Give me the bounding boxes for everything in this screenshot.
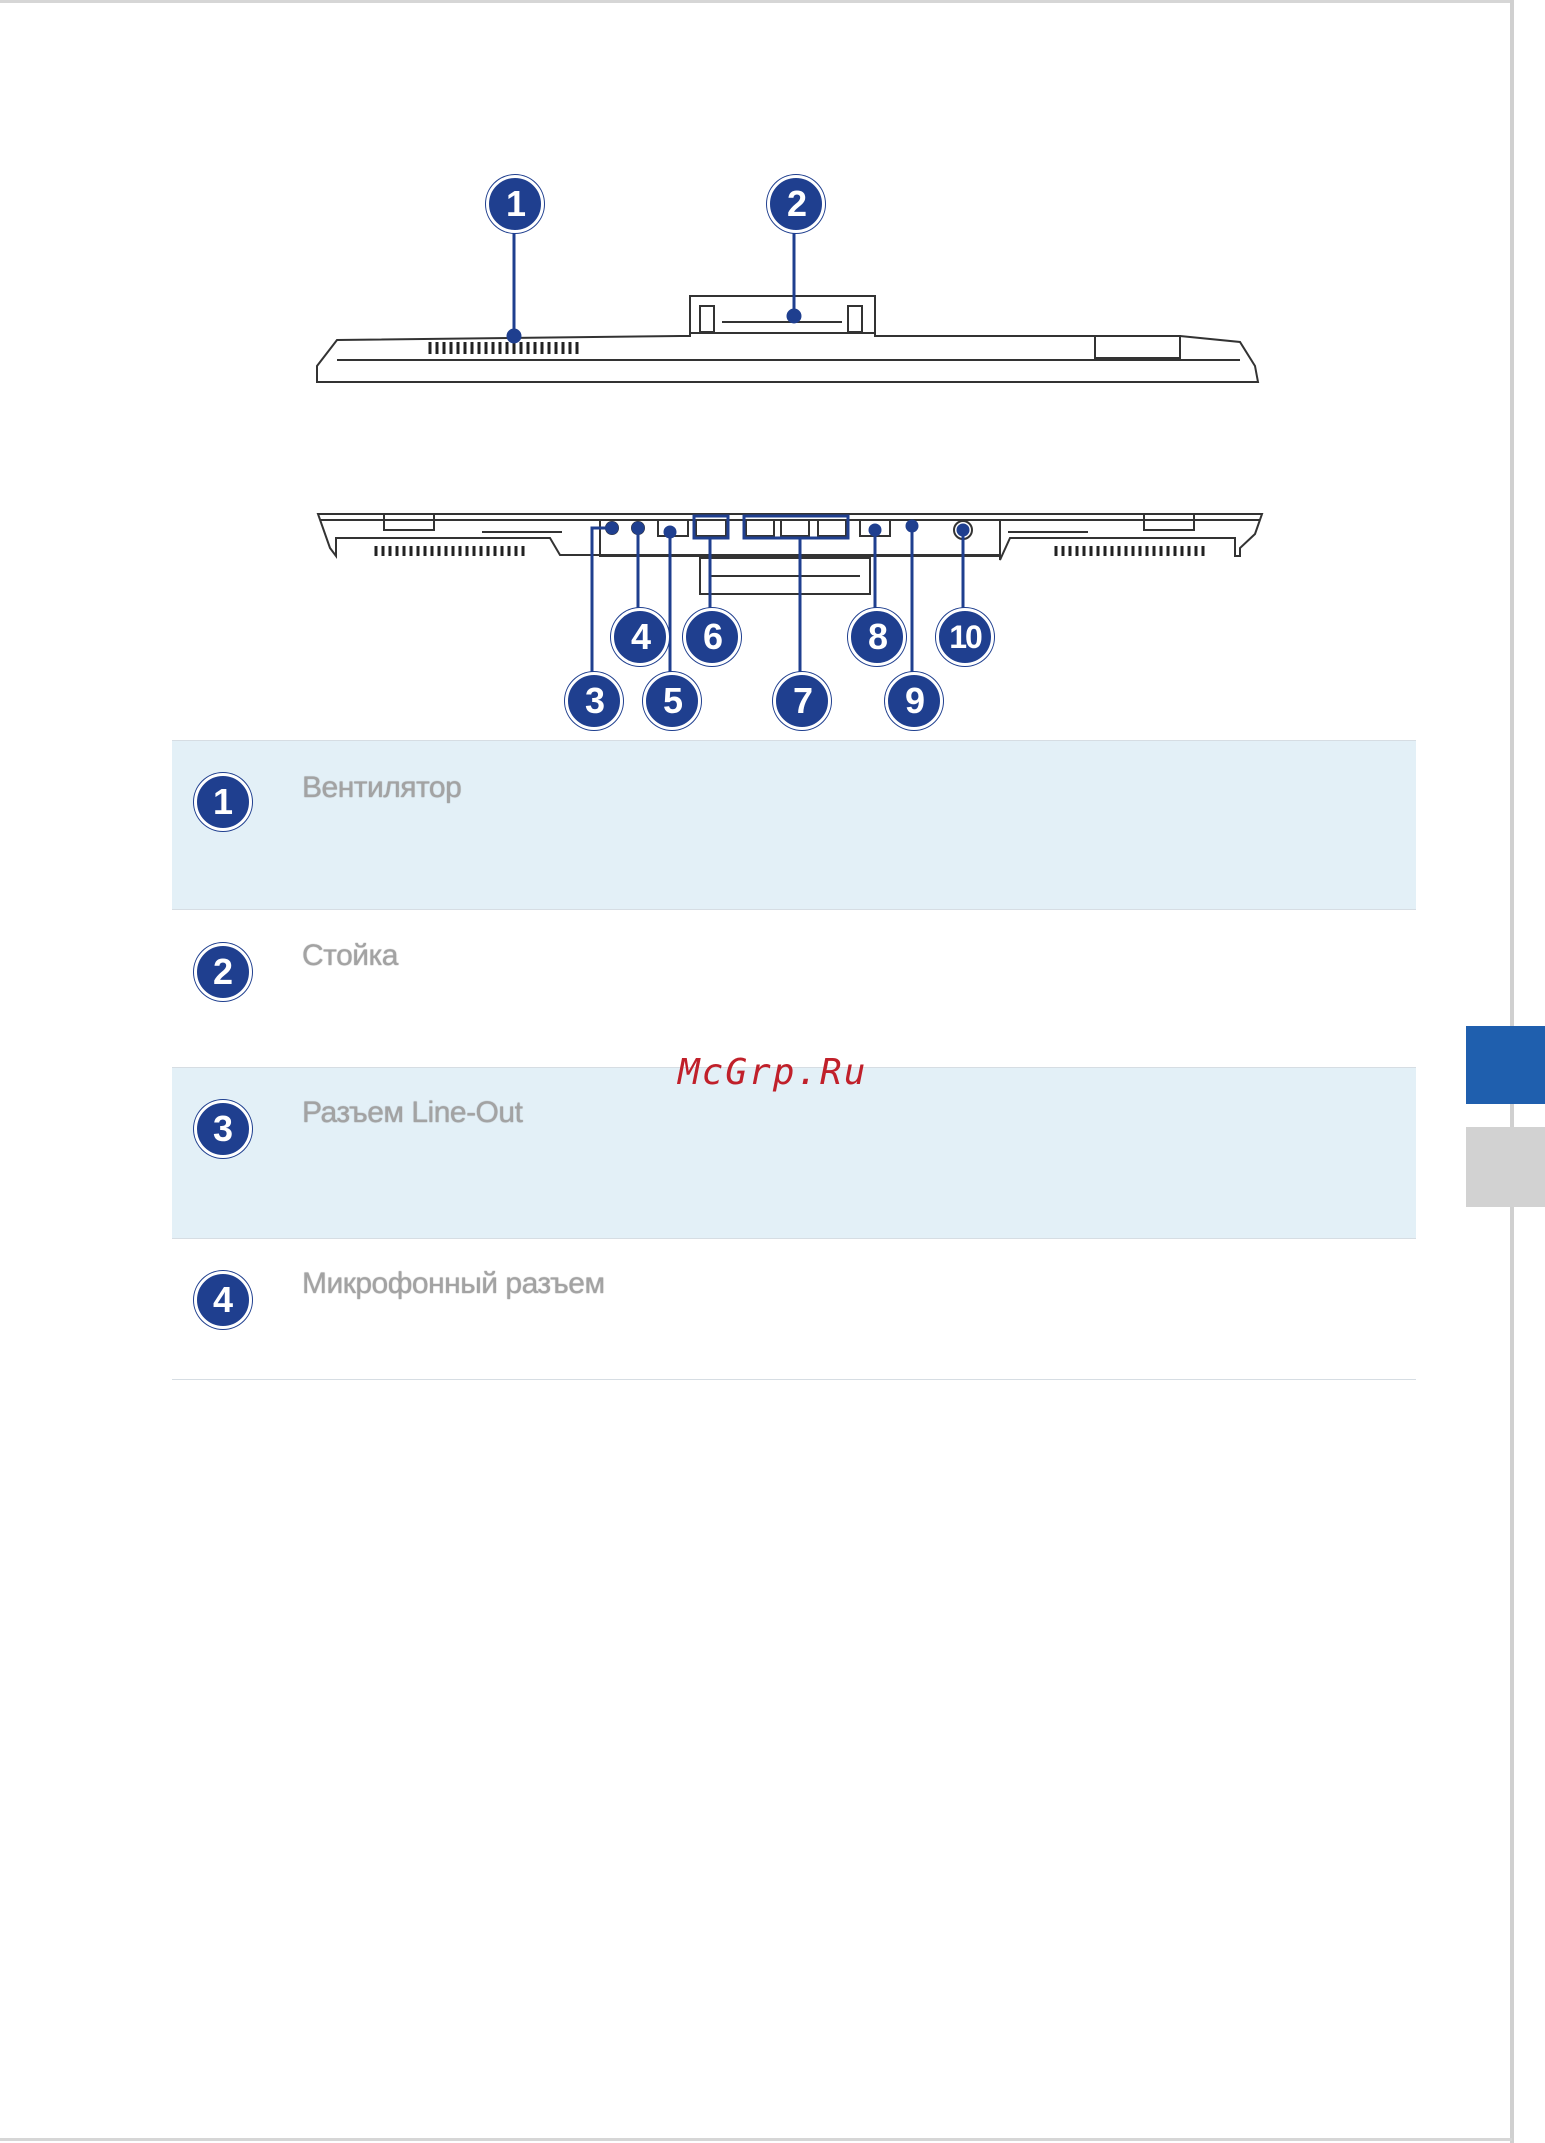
callout-10: 10 [936, 608, 994, 666]
legend-row [172, 910, 1416, 1068]
callout-3: 3 [565, 672, 623, 730]
callout-7: 7 [773, 672, 831, 730]
page-border-bottom [0, 2138, 1512, 2141]
callout-6: 6 [683, 608, 741, 666]
legend-number: 3 [194, 1100, 252, 1158]
callout-4: 4 [611, 608, 669, 666]
legend-number: 1 [194, 773, 252, 831]
legend-row [172, 740, 1416, 910]
callout-1: 1 [486, 175, 544, 233]
legend-number: 4 [194, 1271, 252, 1329]
callout-9: 9 [885, 672, 943, 730]
legend-label: Вентилятор [302, 771, 462, 804]
callout-2: 2 [767, 175, 825, 233]
legend-number: 2 [194, 943, 252, 1001]
legend-row [172, 1239, 1416, 1380]
legend-row [172, 1068, 1416, 1239]
legend-label: Микрофонный разъем [302, 1267, 605, 1300]
top-view-drawing [317, 296, 1258, 382]
callout-5: 5 [643, 672, 701, 730]
chapter-tab-active[interactable] [1466, 1026, 1545, 1104]
legend-label: Разъем Line-Out [302, 1096, 523, 1129]
callout-8: 8 [848, 608, 906, 666]
device-diagram [0, 0, 1545, 760]
chapter-tab[interactable] [1466, 1127, 1545, 1207]
rear-view-drawing [318, 514, 1262, 594]
legend-label: Стойка [302, 939, 398, 972]
watermark-link[interactable]: McGrp.Ru [678, 1052, 868, 1093]
